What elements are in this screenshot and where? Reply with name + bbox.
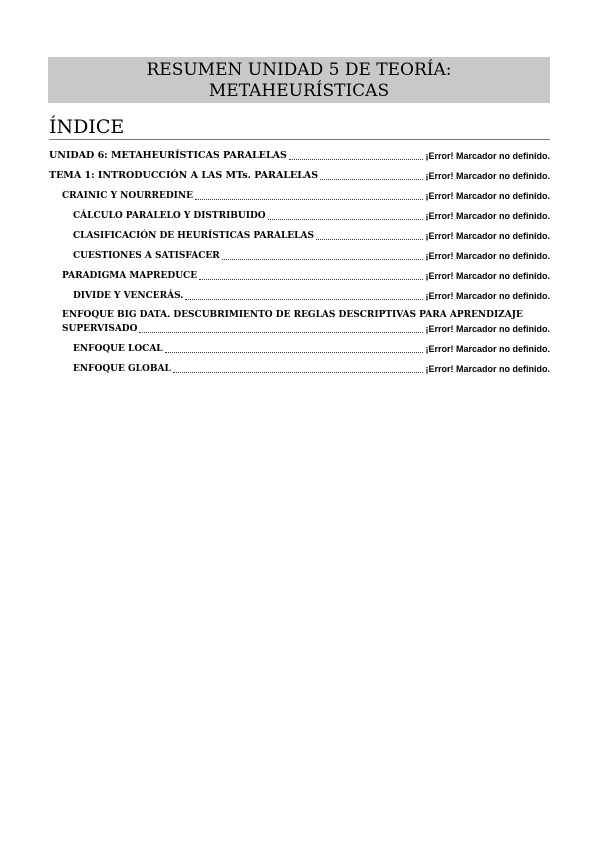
toc-entry-page: ¡Error! Marcador no definido.: [425, 251, 550, 261]
toc-leader: [185, 298, 423, 300]
toc-leader: [316, 238, 424, 240]
toc-entry-crainic[interactable]: [62, 190, 550, 202]
toc-leader: [139, 331, 423, 333]
toc-entry-page: ¡Error! Marcador no definido.: [425, 291, 550, 301]
toc-entry-text: SUPERVISADO: [62, 324, 138, 334]
toc-entry-page: ¡Error! Marcador no definido.: [425, 151, 550, 161]
toc-entry-text: DIVIDE Y VENCERÁS.: [73, 291, 184, 301]
toc-leader: [199, 278, 423, 280]
toc-leader: [195, 198, 424, 200]
toc-entry-enfoque-local[interactable]: [73, 343, 550, 355]
toc-leader: [173, 371, 424, 373]
toc-entry-page: ¡Error! Marcador no definido.: [425, 231, 550, 241]
toc-leader: [320, 178, 423, 180]
toc-leader: [268, 218, 424, 220]
index-heading: ÍNDICE: [49, 116, 550, 140]
title-line-2: METAHEURÍSTICAS: [208, 81, 390, 101]
toc-entry-page: ¡Error! Marcador no definido.: [425, 171, 550, 181]
toc-entry-page: ¡Error! Marcador no definido.: [425, 271, 550, 281]
toc-entry-page: ¡Error! Marcador no definido.: [425, 344, 550, 354]
toc-entry-page: ¡Error! Marcador no definido.: [425, 324, 550, 334]
toc-entry-text: CRAINIC Y NOURREDINE: [62, 191, 193, 201]
toc-entry-text: UNIDAD 6: METAHEURÍSTICAS PARALELAS: [49, 150, 287, 161]
toc-leader: [222, 258, 424, 260]
document-title: [48, 57, 550, 103]
toc-entry-enfoque-global[interactable]: [73, 363, 550, 375]
toc-entry-text: CLASIFICACIÓN DE HEURÍSTICAS PARALELAS: [73, 231, 314, 241]
toc-entry-text: TEMA 1: INTRODUCCIÓN A LAS MTs. PARALELAS: [49, 170, 319, 181]
toc-entry-text: CUESTIONES A SATISFACER: [73, 251, 220, 261]
toc-entry-big-data[interactable]: [62, 323, 550, 335]
toc-entry-page: ¡Error! Marcador no definido.: [425, 211, 550, 221]
toc-entry-text: ENFOQUE LOCAL: [73, 344, 163, 354]
toc-entry-page: ¡Error! Marcador no definido.: [425, 191, 550, 201]
toc-entry-text: PARADIGMA MAPREDUCE: [62, 271, 198, 281]
toc-entry-calculo-paralelo[interactable]: [73, 210, 550, 222]
toc-entry-tema-1[interactable]: [49, 170, 550, 182]
toc-entry-big-data-line1[interactable]: ENFOQUE BIG DATA. DESCUBRIMIENTO DE REGLAS DESCRIPTIVAS PARA APRENDIZAJE: [62, 310, 523, 320]
toc-entry-text: ENFOQUE GLOBAL: [73, 364, 171, 374]
toc-entry-page: ¡Error! Marcador no definido.: [425, 364, 550, 374]
toc-leader: [165, 351, 424, 353]
toc-entry-unidad-6[interactable]: [49, 150, 550, 162]
title-line-1: RESUMEN UNIDAD 5 DE TEORÍA:: [146, 60, 452, 80]
toc-entry-cuestiones[interactable]: [73, 250, 550, 262]
toc-entry-mapreduce[interactable]: [62, 270, 550, 282]
toc-leader: [289, 158, 424, 160]
toc-entry-text: CÁLCULO PARALELO Y DISTRIBUIDO: [73, 211, 266, 221]
toc-entry-divide[interactable]: [73, 290, 550, 302]
toc-entry-clasificacion[interactable]: [73, 230, 550, 242]
